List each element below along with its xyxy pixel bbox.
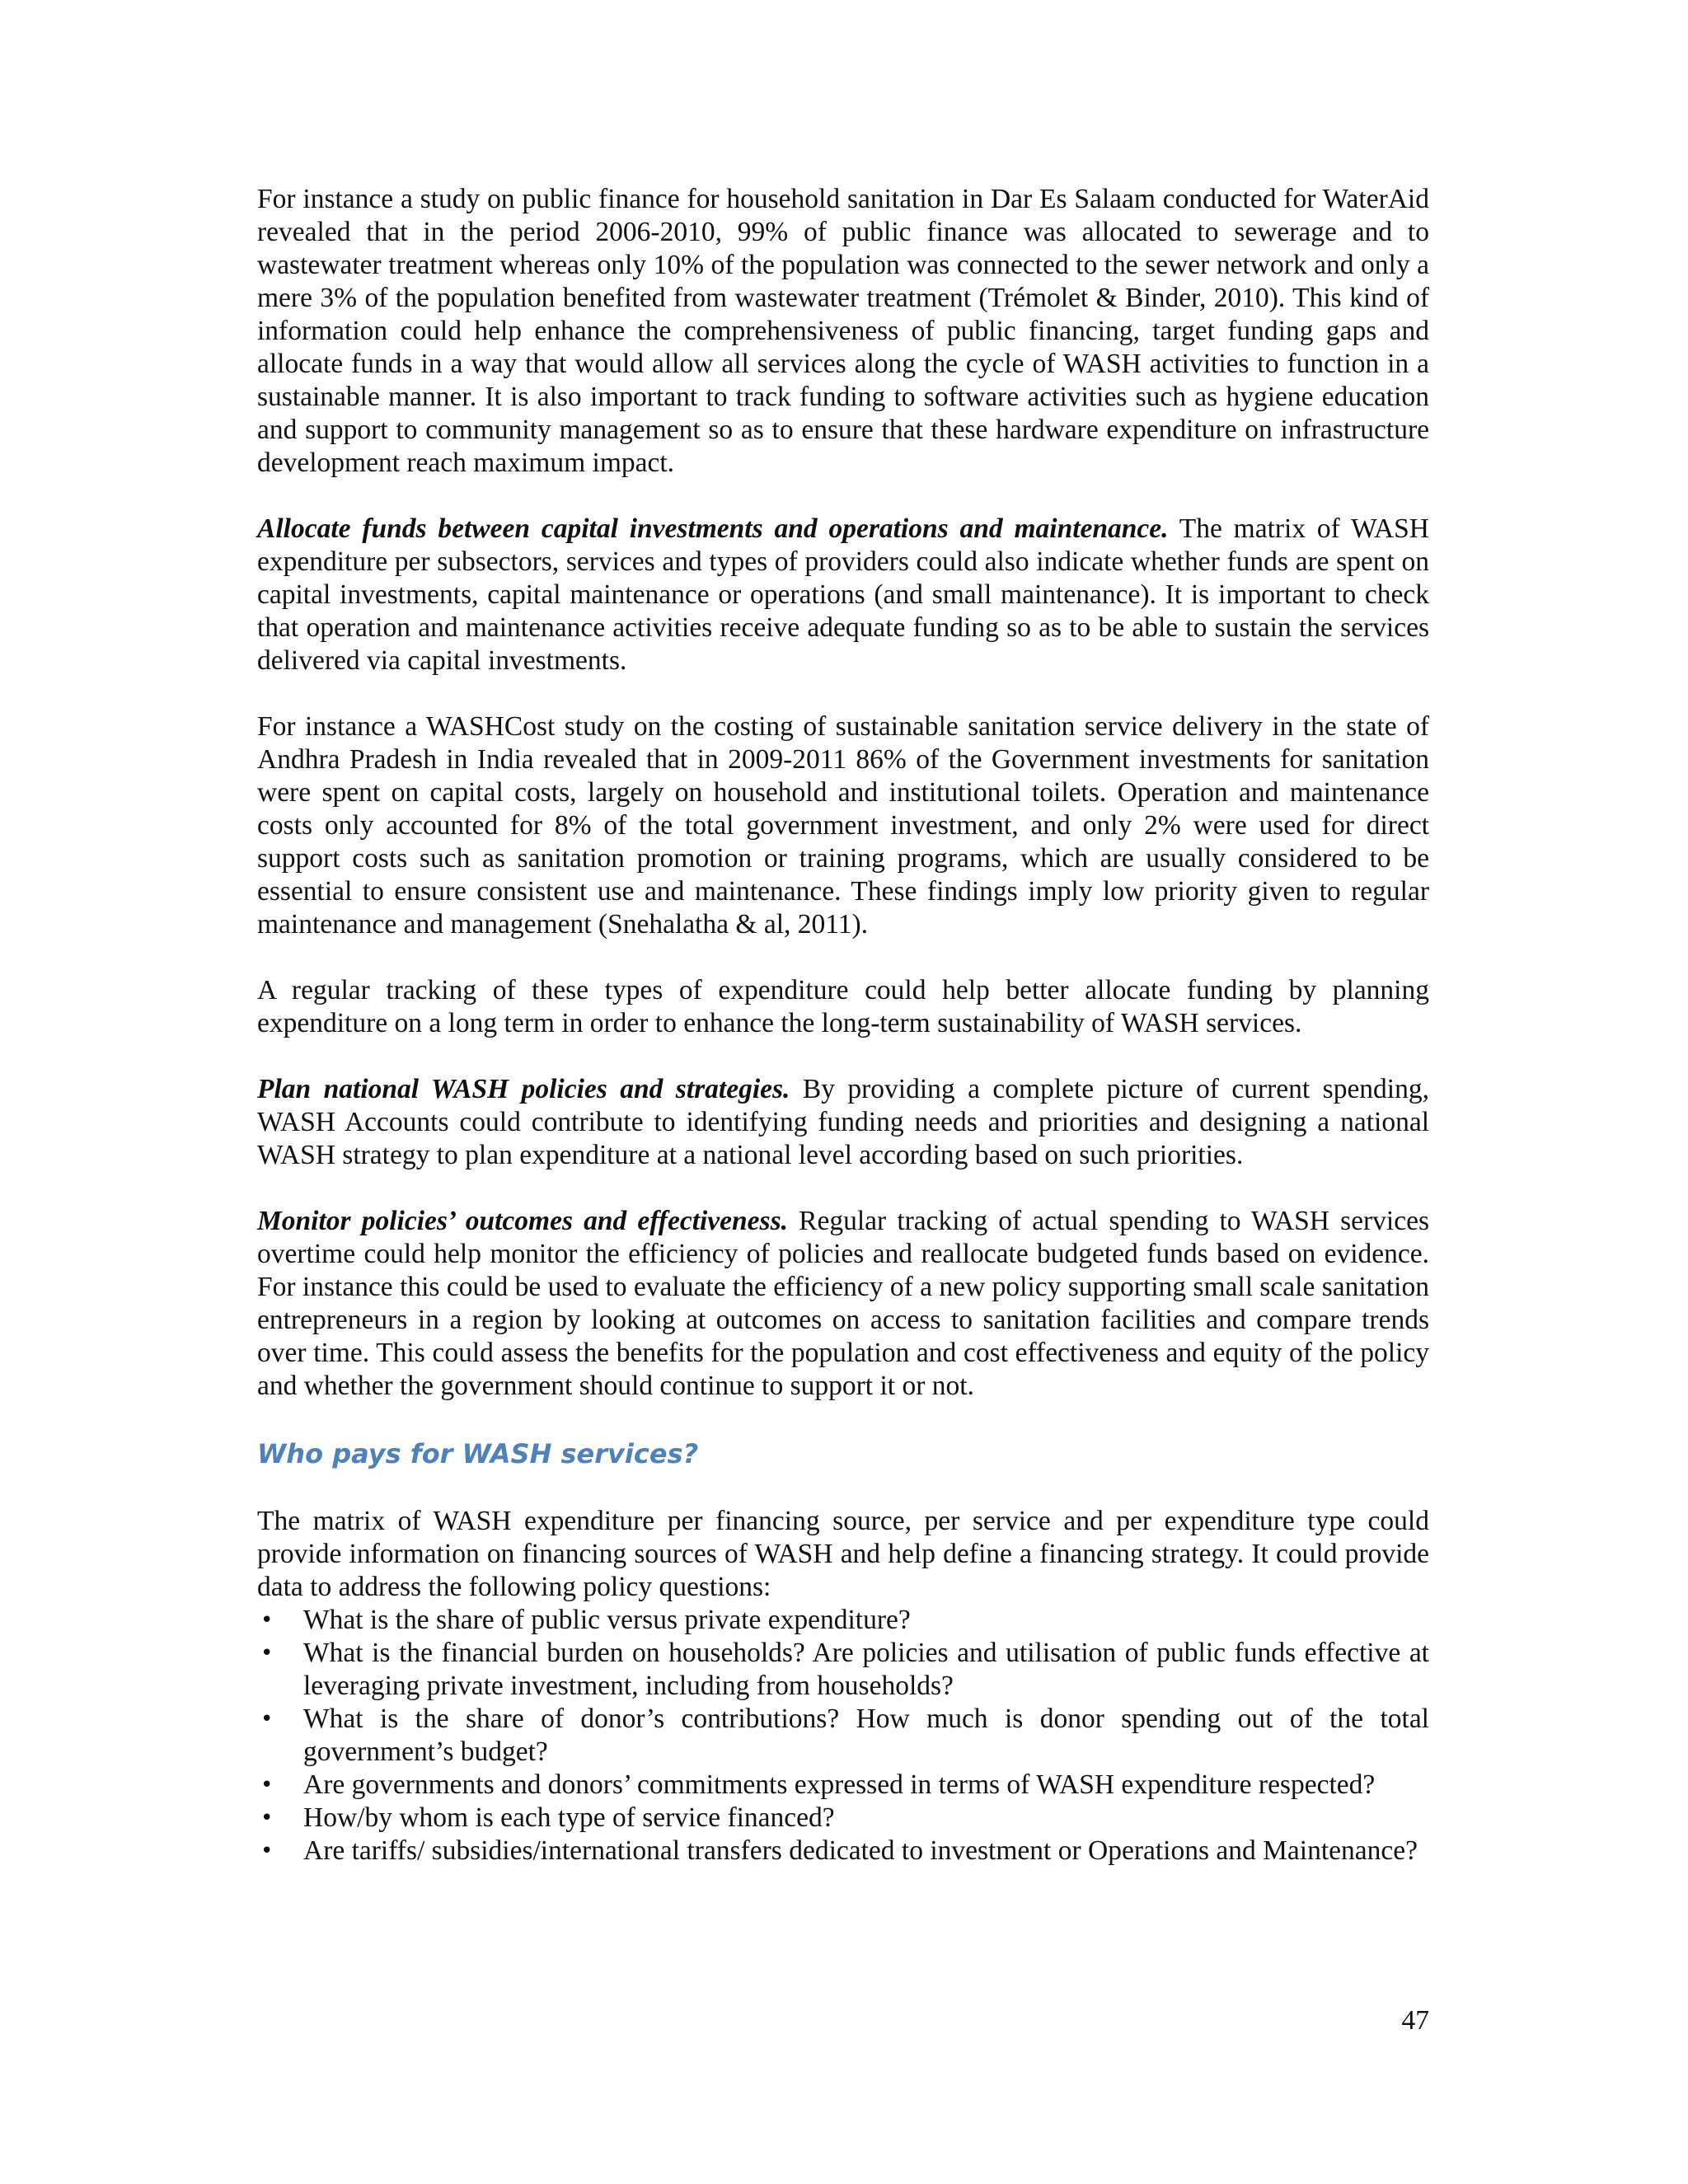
bullet-icon: • bbox=[260, 1839, 274, 1863]
paragraph-body-plan-national-policies: By providing a complete picture of current spending, WASH Accounts could contribute to identifying funding needs and priorities and designing a national WASH strategy to plan expenditure at a national level according based on such priorities. bbox=[257, 1074, 1429, 1170]
paragraph-andhra-pradesh-study: For instance a WASHCost study on the costing of sustainable sanitation service delivery in the state of Andhra Pradesh in India revealed that in 2009-2011 86% of the Government investments for sanitation were spent on capital costs, largely on household and institutional toilets. Operation and maintenance costs only accounted for 8% of the total government investment, and only 2% were used for direct support costs such as sanitation promotion or training programs, which are usually considered to be essential to ensure consistent use and maintenance. These findings imply low priority given to regular maintenance and management (Snehalatha & al, 2011). bbox=[257, 711, 1429, 940]
list-item bbox=[257, 1769, 1429, 1802]
paragraph-body-allocate-funds: The matrix of WASH expenditure per subsectors, services and types of providers could also indicate whether funds are spent on capital investments, capital maintenance or operations (and small maintenance). It is important to check that operation and maintenance activities receive adequate funding so as to be able to sustain the services delivered via capital investments. bbox=[257, 513, 1429, 676]
paragraph-lead-allocate-funds: Allocate funds between capital investments and operations and maintenance. bbox=[257, 513, 1169, 544]
list-item-text: What is the financial burden on households? Are policies and utilisation of public funds effective at leveraging private investment, including from households? bbox=[303, 1638, 1429, 1701]
paragraph-lead-plan-national-policies: Plan national WASH policies and strategies. bbox=[257, 1074, 790, 1104]
section-heading-who-pays: Who pays for WASH services? bbox=[257, 1438, 699, 1469]
list-item-text: Are tariffs/ subsidies/international transfers dedicated to investment or Operations and Maintenance? bbox=[303, 1835, 1418, 1866]
paragraph-regular-tracking: A regular tracking of these types of expenditure could help better allocate funding by planning expenditure on a long term in order to enhance the long-term sustainability of WASH services. bbox=[257, 975, 1429, 1038]
bullet-icon: • bbox=[260, 1773, 274, 1797]
bullet-icon: • bbox=[260, 1806, 274, 1830]
section-intro: The matrix of WASH expenditure per financing source, per service and per expenditure type could provide information on financing sources of WASH and help define a financing strategy. It could provide data to address the following policy questions: bbox=[257, 1506, 1429, 1602]
list-item-text: What is the share of public versus private expenditure? bbox=[303, 1605, 911, 1635]
paragraph-body-monitor-outcomes: Regular tracking of actual spending to WASH services overtime could help monitor the efficiency of policies and reallocate budgeted funds based on evidence. For instance this could be used to evaluate the efficiency of a new policy supporting small scale sanitation entrepreneurs in a region by looking at outcomes on access to sanitation facilities and compare trends over time. This could assess the benefits for the population and cost effectiveness and equity of the policy and whether the government should continue to support it or not. bbox=[257, 1206, 1429, 1401]
bullet-icon: • bbox=[260, 1707, 274, 1732]
list-item bbox=[257, 1637, 1429, 1703]
paragraph-allocate-funds bbox=[257, 513, 1429, 677]
paragraph-dar-es-salaam-study: For instance a study on public finance for household sanitation in Dar Es Salaam conducted for WaterAid revealed that in the period 2006-2010, 99% of public finance was allocated to sewerage and to wastewater treatment whereas only 10% of the population was connected to the sewer network and only a mere 3% of the population benefited from wastewater treatment (Trémolet & Binder, 2010). This kind of information could help enhance the comprehensiveness of public financing, target funding gaps and allocate funds in a way that would allow all services along the cycle of WASH activities to function in a sustainable manner. It is also important to track funding to software activities such as hygiene education and support to community management so as to ensure that these hardware expenditure on infrastructure development reach maximum impact. bbox=[257, 184, 1429, 478]
page-number: 47 bbox=[1401, 2005, 1429, 2036]
paragraph-lead-monitor-outcomes: Monitor policies’ outcomes and effectiveness. bbox=[257, 1206, 788, 1236]
list-item bbox=[257, 1703, 1429, 1769]
list-item-text: What is the share of donor’s contributions? How much is donor spending out of the total government’s budget? bbox=[303, 1704, 1429, 1767]
list-item-text: How/by whom is each type of service financed? bbox=[303, 1802, 835, 1833]
list-item bbox=[257, 1835, 1429, 1868]
paragraph-monitor-outcomes bbox=[257, 1205, 1429, 1403]
bullet-icon: • bbox=[260, 1608, 274, 1633]
paragraph-plan-national-policies bbox=[257, 1073, 1429, 1172]
bullet-icon: • bbox=[260, 1641, 274, 1666]
list-item bbox=[257, 1802, 1429, 1835]
list-item bbox=[257, 1604, 1429, 1637]
page-content bbox=[257, 183, 1429, 1868]
policy-questions-list bbox=[257, 1604, 1429, 1868]
list-item-text: Are governments and donors’ commitments expressed in terms of WASH expenditure respected? bbox=[303, 1769, 1376, 1800]
